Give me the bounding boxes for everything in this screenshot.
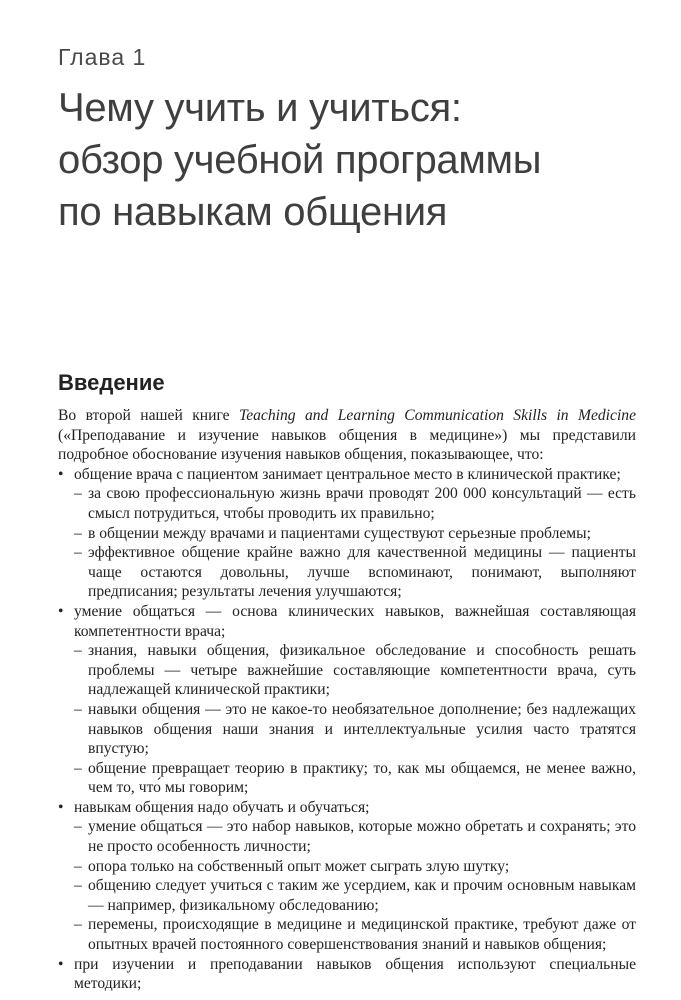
sub-item-text: эффективное общение крайне важно для качественной медицины — пациенты чаще остаются довольны, лучше вспоминают, понимают, выполняют предписания; результаты лечения улучшаются; <box>88 544 636 601</box>
book-title: Teaching and Learning Communication Skills in Medicine <box>238 407 636 424</box>
dash-marker: – <box>74 700 82 718</box>
bullet-marker: • <box>58 955 64 973</box>
bullet-item <box>58 798 636 955</box>
sub-item <box>74 759 636 798</box>
bullet-marker: • <box>58 465 64 483</box>
sub-item <box>74 876 636 915</box>
chapter-title-line: Чему учить и учиться: <box>58 86 462 130</box>
dash-marker: – <box>74 759 82 777</box>
chapter-title-line: обзор учебной программы <box>58 138 542 182</box>
sub-item <box>74 524 636 544</box>
sub-item-text: в общении между врачами и пациентами существуют серьезные проблемы; <box>88 524 591 542</box>
dash-marker: – <box>74 857 82 875</box>
chapter-label: Глава 1 <box>58 44 147 70</box>
bullet-text: при изучении и преподавании навыков общения используют специальные методики; <box>74 955 636 993</box>
dash-marker: – <box>74 485 82 503</box>
sub-list <box>74 641 636 798</box>
sub-item-text: умение общаться — это набор навыков, которые можно обретать и сохранять; это не просто особенность личности; <box>88 818 636 856</box>
dash-marker: – <box>74 877 82 895</box>
dash-marker: – <box>74 642 82 660</box>
bullet-text: навыкам общения надо обучать и обучаться; <box>74 798 370 816</box>
bullet-marker: • <box>58 798 64 816</box>
bullet-list <box>58 465 636 994</box>
sub-item-text: за свою профессиональную жизнь врачи проводят 200 000 консультаций — есть смысл потрудиться, чтобы проводить их правильно; <box>88 485 636 522</box>
sub-item <box>74 543 636 602</box>
dash-marker: – <box>74 818 82 836</box>
sub-item <box>74 817 636 856</box>
sub-list <box>74 484 636 602</box>
sub-item-text: общение превращает теорию в практику; то, как мы общаемся, не менее важно, чем то, что́ мы говорим; <box>88 759 636 797</box>
chapter-title-line: по навыкам общения <box>58 190 448 234</box>
bullet-item <box>58 602 636 798</box>
dash-marker: – <box>74 544 82 562</box>
bullet-text: общение врача с пациентом занимает центральное место в клинической практике; <box>74 465 621 483</box>
sub-item <box>74 484 636 523</box>
bullet-text: умение общаться — основа клинических навыков, важнейшая составляющая компетентности врача; <box>74 602 636 640</box>
dash-marker: – <box>74 524 82 542</box>
sub-item-text: знания, навыки общения, физикальное обследование и способность решать проблемы — четыре важнейшие составляющие компетентности врача, суть надлежащей клинической практики; <box>88 642 636 699</box>
bullet-marker: • <box>58 602 64 620</box>
chapter-title <box>58 82 658 238</box>
sub-list <box>74 817 636 954</box>
sub-item-text: общению следует учиться с таким же усердием, как и прочим основным навыкам — например, физикальному обследованию; <box>88 877 636 914</box>
sub-item <box>74 641 636 700</box>
sub-item-text: перемены, происходящие в медицине и медицинской практике, требуют даже от опытных врачей постоянного совершенствования знаний и навыков общения; <box>88 916 636 954</box>
section-heading: Введение <box>58 370 165 395</box>
sub-item <box>74 857 636 877</box>
bullet-item <box>58 955 636 994</box>
body-text <box>58 406 636 994</box>
sub-item-text: опора только на собственный опыт может сыграть злую шутку; <box>88 857 510 875</box>
intro-suffix: («Преподавание и изучение навыков общения в медицине») мы представили подробное обоснование изучения навыков общения, показывающее, что: <box>58 426 636 464</box>
sub-item-text: навыки общения — это не какое-то необязательное дополнение; без надлежащих навыков общения наши знания и интеллектуальные усилия часто тратятся впустую; <box>88 700 636 758</box>
dash-marker: – <box>74 916 82 934</box>
intro-prefix: Во второй нашей книге <box>58 407 239 424</box>
sub-item <box>74 700 636 759</box>
sub-item <box>74 915 636 954</box>
bullet-item <box>58 465 636 602</box>
intro-paragraph <box>58 406 636 465</box>
